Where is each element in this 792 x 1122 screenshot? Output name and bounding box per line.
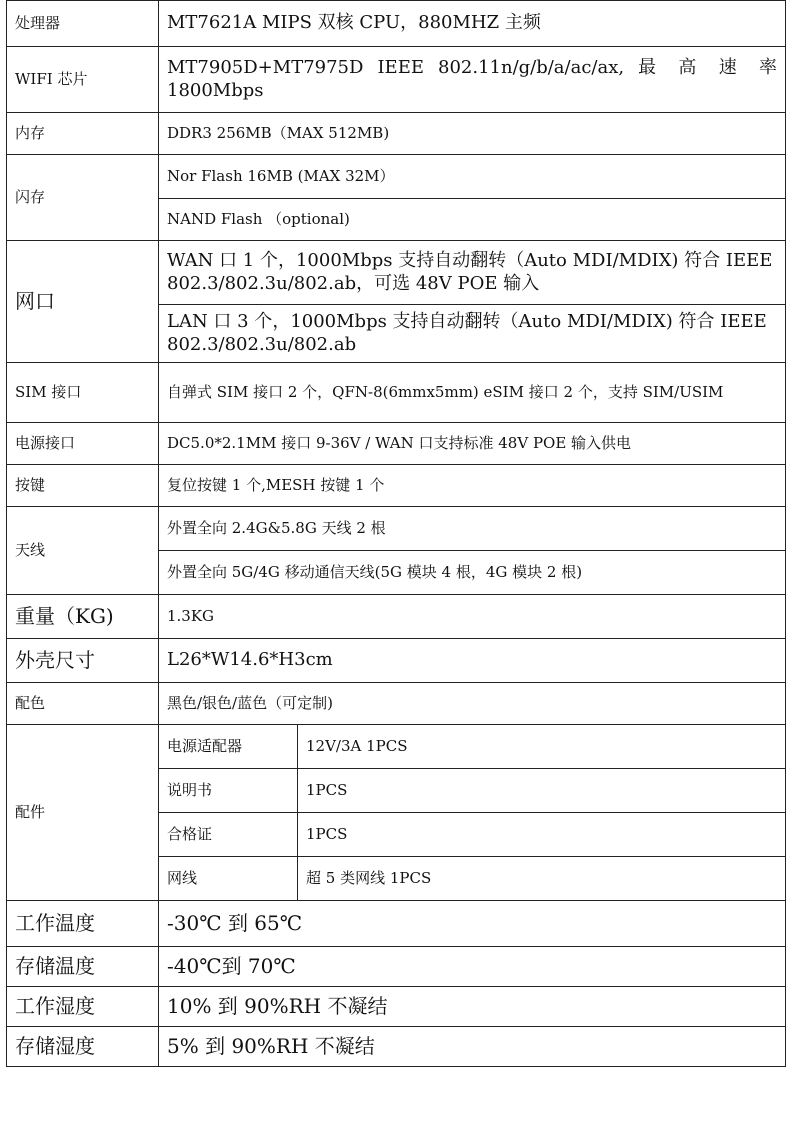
value-antenna-wifi: 外置全向 2.4G&5.8G 天线 2 根: [159, 507, 786, 551]
row-sim: [7, 363, 786, 423]
value-size: L26*W14.6*H3cm: [159, 639, 786, 683]
row-weight: [7, 595, 786, 639]
accessory-name: 说明书: [159, 769, 298, 813]
label-power: 电源接口: [7, 423, 159, 465]
label-antenna: 天线: [7, 507, 159, 595]
value-net-wan: WAN 口 1 个，1000Mbps 支持自动翻转（Auto MDI/MDIX) 符合 IEEE 802.3/802.3u/802.ab，可选 48V POE 输入: [159, 241, 786, 305]
label-flash: 闪存: [7, 155, 159, 241]
row-flash-nor: [7, 155, 786, 199]
accessory-name: 合格证: [159, 813, 298, 857]
label-weight: 重量（KG): [7, 595, 159, 639]
value-st-temp: -40℃到 70℃: [159, 947, 786, 987]
value-op-temp: -30℃ 到 65℃: [159, 901, 786, 947]
row-size: [7, 639, 786, 683]
label-wifi: WIFI 芯片: [7, 47, 159, 113]
row-buttons: [7, 465, 786, 507]
row-st-hum: [7, 1027, 786, 1067]
row-cpu: [7, 1, 786, 47]
row-accessory: [7, 725, 786, 769]
label-buttons: 按键: [7, 465, 159, 507]
value-net-lan: LAN 口 3 个，1000Mbps 支持自动翻转（Auto MDI/MDIX) 符合 IEEE 802.3/802.3u/802.ab: [159, 305, 786, 363]
value-wifi: MT7905D+MT7975D IEEE 802.11n/g/b/a/ac/ax, 最 高 速 率 1800Mbps: [159, 47, 786, 113]
value-op-hum: 10% 到 90%RH 不凝结: [159, 987, 786, 1027]
label-ram: 内存: [7, 113, 159, 155]
value-st-hum: 5% 到 90%RH 不凝结: [159, 1027, 786, 1067]
value-color: 黑色/银色/蓝色（可定制): [159, 683, 786, 725]
label-st-hum: 存储湿度: [7, 1027, 159, 1067]
value-ram: DDR3 256MB（MAX 512MB): [159, 113, 786, 155]
value-weight: 1.3KG: [159, 595, 786, 639]
row-color: [7, 683, 786, 725]
row-wifi: [7, 47, 786, 113]
value-sim: 自弹式 SIM 接口 2 个，QFN-8(6mmx5mm) eSIM 接口 2 个，支持 SIM/USIM: [159, 363, 786, 423]
label-op-hum: 工作湿度: [7, 987, 159, 1027]
row-antenna-wifi: [7, 507, 786, 551]
row-net-wan: [7, 241, 786, 305]
accessory-name: 网线: [159, 857, 298, 901]
row-ram: [7, 113, 786, 155]
label-color: 配色: [7, 683, 159, 725]
row-st-temp: [7, 947, 786, 987]
accessory-qty: 1PCS: [298, 813, 786, 857]
value-cpu: MT7621A MIPS 双核 CPU，880MHZ 主频: [159, 1, 786, 47]
label-net: 网口: [7, 241, 159, 363]
value-power: DC5.0*2.1MM 接口 9-36V / WAN 口支持标准 48V POE 输入供电: [159, 423, 786, 465]
label-op-temp: 工作温度: [7, 901, 159, 947]
accessory-name: 电源适配器: [159, 725, 298, 769]
row-op-hum: [7, 987, 786, 1027]
accessory-qty: 12V/3A 1PCS: [298, 725, 786, 769]
label-accessories: 配件: [7, 725, 159, 901]
label-sim: SIM 接口: [7, 363, 159, 423]
accessory-qty: 超 5 类网线 1PCS: [298, 857, 786, 901]
value-flash-nor: Nor Flash 16MB (MAX 32M）: [159, 155, 786, 199]
row-op-temp: [7, 901, 786, 947]
label-size: 外壳尺寸: [7, 639, 159, 683]
accessory-qty: 1PCS: [298, 769, 786, 813]
label-cpu: 处理器: [7, 1, 159, 47]
row-power: [7, 423, 786, 465]
value-flash-nand: NAND Flash （optional): [159, 199, 786, 241]
spec-table: [6, 0, 786, 1067]
label-st-temp: 存储温度: [7, 947, 159, 987]
value-buttons: 复位按键 1 个,MESH 按键 1 个: [159, 465, 786, 507]
value-antenna-cell: 外置全向 5G/4G 移动通信天线(5G 模块 4 根，4G 模块 2 根): [159, 551, 786, 595]
